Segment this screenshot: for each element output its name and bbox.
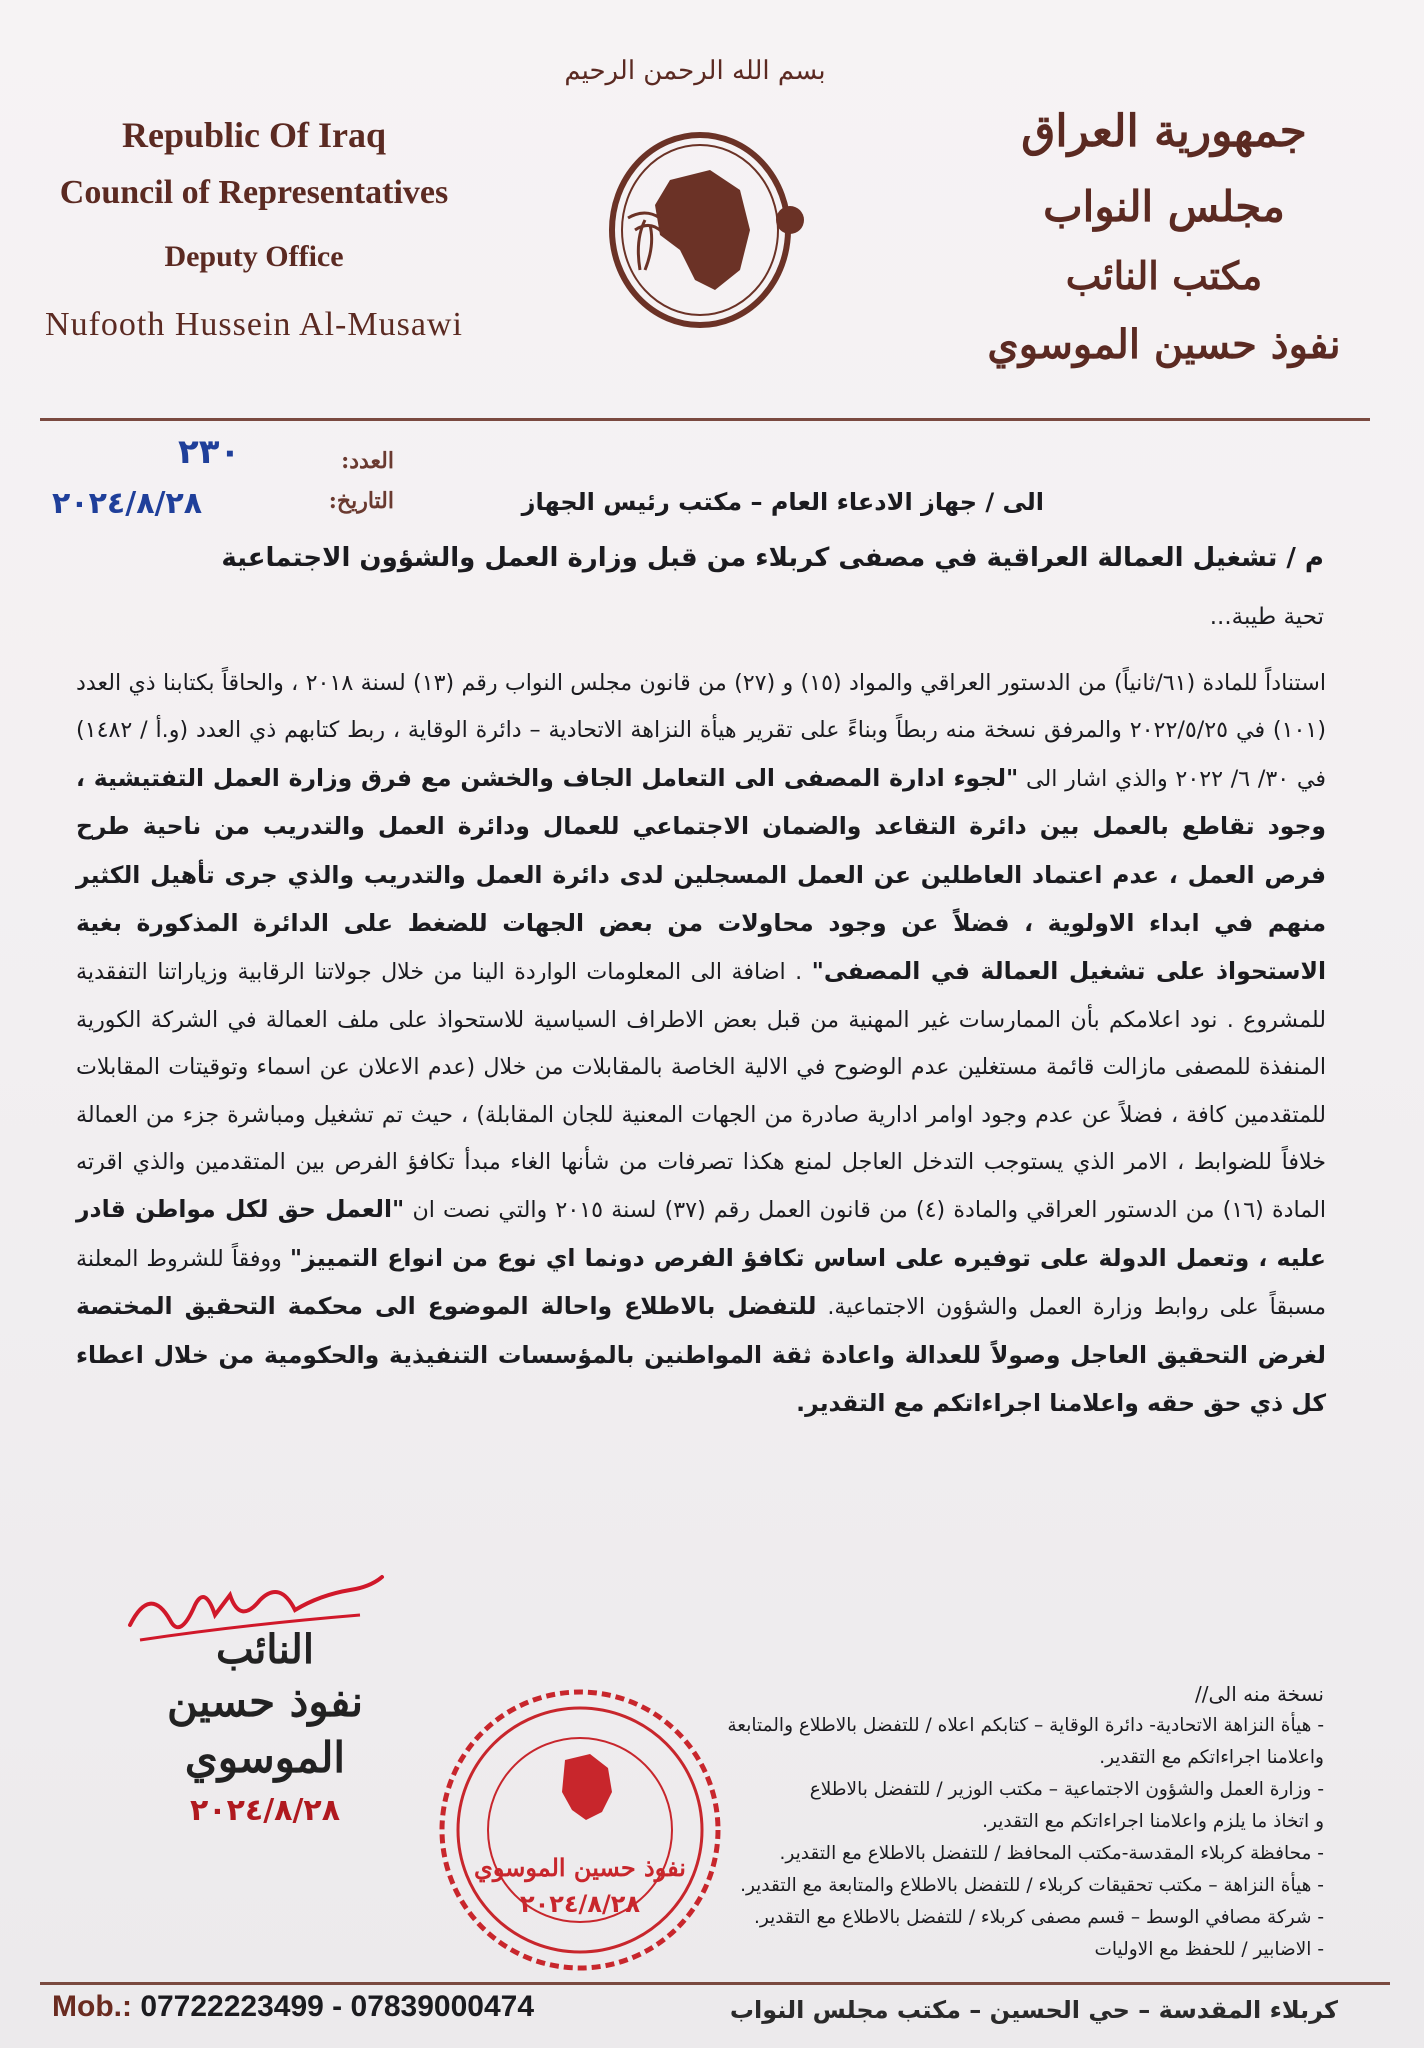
date-value: ٢٠٢٤/٨/٢٨ [52, 486, 203, 521]
signature-date: ٢٠٢٤/٨/٢٨ [189, 1793, 341, 1828]
number-value: ٢٣٠ [178, 432, 241, 472]
stamp-name: نفوذ حسين الموسوي [474, 1853, 686, 1882]
parliament-emblem-icon [600, 120, 810, 340]
mobile-label: Mob.: [52, 1990, 132, 2023]
office-title: Deputy Office [164, 240, 344, 273]
body-part-3: ووفقاً للشروط المعلنة مسبقاً على روابط وزارة العمل والشؤون الاجتماعية. [76, 1245, 1326, 1321]
copy-item: - هيأة النزاهة – مكتب تحقيقات كربلاء / للتفضل بالاطلاع والمتابعة مع التقدير. [740, 1875, 1324, 1896]
body-quote-2: "العمل حق لكل مواطن قادر عليه ، وتعمل الدولة على توفيره على اساس تكافؤ الفرص دونما اي نوع من انواع التمييز" [76, 1195, 1326, 1272]
copy-item: واعلامنا اجراءاتكم مع التقدير. [1099, 1747, 1324, 1768]
deputy-name-en: Nufooth Hussein Al-Musawi [45, 306, 463, 343]
council-title: Council of Representatives [59, 174, 449, 211]
copies-title: نسخة منه الى// [1194, 1682, 1324, 1706]
recipient: الى / جهاز الادعاء العام – مكتب رئيس الجهاز [521, 488, 1044, 516]
stamp-date: ٢٠٢٤/٨/٢٨ [519, 1890, 641, 1918]
english-letterhead [44, 108, 464, 360]
copy-item: - هيأة النزاهة الاتحادية- دائرة الوقاية – كتابكم اعلاه / للتفضل بالاطلاع والمتابعة [727, 1715, 1324, 1736]
footer-divider [40, 1982, 1390, 1985]
header-divider [40, 418, 1370, 421]
copy-item: - شركة مصافي الوسط – قسم مصفى كربلاء / للتفضل بالاطلاع مع التقدير. [753, 1907, 1324, 1928]
body-quote-1: "لجوء ادارة المصفى الى التعامل الجاف والخشن مع فرق وزارة العمل التفتيشية ، وجود تقاطع بالعمل بين دائرة التقاعد والضمان الاجتماعي للعمال ودائرة العمل والتدريب من ناحية طرح فرص العمل ، عدم اعتماد العاطلين عن العمل المسجلين لدى دائرة العمل والتدريب والذي جرى تأهيل الكثير منهم في ابداء الاولوية ، فضلاً عن وجود محاولات من بعض الجهات للضغط على الدائرة المذكورة بغية الاستحواذ على تشغيل العمالة في المصفى" [76, 763, 1327, 986]
subject-line: م / تشغيل العمالة العراقية في مصفى كربلاء من قبل وزارة العمل والشؤون الاجتماعية [221, 543, 1324, 573]
republic-title-ar: جمهورية العراق [1021, 106, 1307, 157]
body-part-2: . اضافة الى المعلومات الواردة الينا من خلال جولاتنا الرقابية وزياراتنا التفقدية للمشروع . نود اعلامكم بأن الممارسات غير المهنية من قبل بعض الاطراف السياسية للاستحواذ على ملف العمالة في الشركة الكورية المنفذة للمصفى مازالت قائمة مستغلين عدم الوضوح في الالية الخاصة بالمقابلات من خلال (عدم الاعلان عن اسماء وتوقيتات المقابلات للمتقدمين كافة ، فضلاً عن عدم وجود اوامر ادارية صادرة من الجهات المعنية للجان المقابلة) ، حيث تم تشغيل ومباشرة جزء من العمالة خلافاً للضوابط ، الامر الذي يستوجب التدخل العاجل لمنع هكذا تصرفات من شأنها الغاء مبدأ تكافؤ الفرص بين المتقدمين والذي اقرته المادة (١٦) من الدستور العراقي والمادة (٤) من قانون العمل رقم (٣٧) لسنة ٢٠١٥ والتي نصت ان [76, 959, 1326, 1224]
date-label: التاريخ: [328, 488, 394, 514]
deputy-name-ar: نفوذ حسين الموسوي [987, 321, 1341, 368]
signature-block [100, 1560, 430, 1836]
copy-item: - وزارة العمل والشؤون الاجتماعية – مكتب الوزير / للتفضل بالاطلاع [809, 1779, 1324, 1800]
copy-item: - الاضابير / للحفظ مع الاوليات [1094, 1939, 1324, 1960]
signature-name: نفوذ حسين الموسوي [166, 1677, 364, 1782]
number-label: العدد: [341, 448, 394, 474]
mobile-numbers [52, 1990, 534, 2024]
letter-body [76, 660, 1326, 1429]
copy-item: و اتخاذ ما يلزم واعلامنا اجراءاتكم مع التقدير. [982, 1811, 1324, 1832]
copy-item: - محافظة كربلاء المقدسة-مكتب المحافظ / للتفضل بالاطلاع مع التقدير. [779, 1843, 1324, 1864]
phone-numbers: 07722223499 - 07839000474 [140, 1990, 535, 2023]
office-title-ar: مكتب النائب [1065, 253, 1263, 298]
greeting: تحية طيبة... [1209, 604, 1324, 630]
official-stamp-icon [430, 1680, 730, 1980]
republic-title: Republic Of Iraq [121, 115, 387, 155]
office-address: كربلاء المقدسة – حي الحسين – مكتب مجلس النواب [729, 1996, 1338, 2024]
basmala: بسم الله الرحمن الرحيم [564, 56, 826, 86]
body-part-1: استناداً للمادة (٦١/ثانياً) من الدستور العراقي والمواد (١٥) و (٢٧) من قانون مجلس النواب رقم (١٣) لسنة ٢٠١٨ ، والحاقاً بكتابنا ذي العدد (١٠١) في ٢٠٢٢/٥/٢٥ والمرفق نسخة منه ربطاً وبناءً على تقرير هيأة النزاهة الاتحادية – دائرة الوقاية ، ربط كتابهم ذي العدد (و.أ / ١٤٨٢) في ٣٠/ ٦/ ٢٠٢٢ والذي اشار الى [76, 670, 1327, 792]
signature-title: النائب [216, 1626, 314, 1673]
body-request: للتفضل بالاطلاع واحالة الموضوع الى محكمة التحقيق المختصة لغرض التحقيق العاجل وصولاً للعدالة واعادة ثقة المواطنين بالمؤسسات التنفيذية والحكومية من خلال اعطاء كل ذي حق حقه واعلامنا اجراءاتكم مع التقدير. [76, 1292, 1326, 1418]
arabic-letterhead [964, 92, 1364, 380]
council-title-ar: مجلس النواب [1043, 182, 1285, 231]
